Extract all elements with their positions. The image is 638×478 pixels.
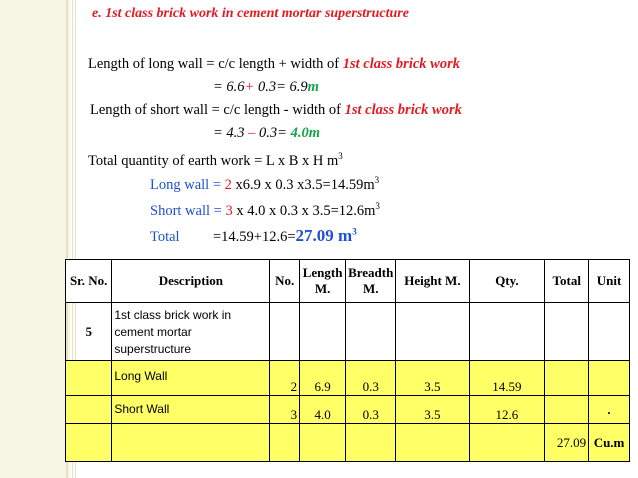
cell-empty	[66, 361, 112, 396]
slide-left-band	[0, 0, 70, 478]
table-row	[66, 303, 630, 361]
cell-total: 27.09	[545, 424, 589, 462]
cell-breadth: 0.3	[346, 396, 396, 424]
long-wall-volume-count: 2	[224, 177, 232, 193]
short-wall-formula	[90, 101, 462, 119]
cell-empty	[396, 424, 469, 462]
long-wall-volume-eq: =	[209, 177, 225, 193]
cell-breadth: 0.3	[346, 361, 396, 396]
cell-empty	[66, 424, 112, 462]
table-row	[66, 396, 630, 424]
long-wall-volume-sup: 3	[374, 175, 380, 186]
short-wall-volume-count: 3	[225, 203, 233, 219]
cell-sr: 5	[66, 303, 112, 361]
cell-no: 3	[270, 396, 300, 424]
cell-empty	[270, 303, 300, 361]
cell-height: 3.5	[396, 361, 469, 396]
total-volume-result	[296, 226, 357, 245]
cell-empty	[66, 396, 112, 424]
long-wall-calc	[213, 78, 319, 96]
minus-sign: –	[248, 125, 256, 141]
header-no: No.	[270, 260, 300, 303]
long-wall-volume-label: Long wall	[150, 177, 210, 193]
long-wall-calc-b: 0.3= 6.9	[254, 79, 308, 95]
cell-empty	[545, 361, 589, 396]
cell-empty	[469, 303, 545, 361]
cell-qty: 14.59	[469, 361, 545, 396]
long-wall-emph: 1st class brick work	[342, 56, 460, 72]
cell-empty	[469, 424, 545, 462]
cell-empty	[396, 303, 469, 361]
cell-empty	[545, 303, 589, 361]
header-unit: Unit	[589, 260, 630, 303]
header-qty: Qty.	[469, 260, 545, 303]
cell-length: 6.9	[300, 361, 346, 396]
total-quantity-formula	[88, 152, 343, 170]
total-volume-rest: =14.59+12.6=	[213, 229, 296, 245]
short-wall-volume-label: Short wall	[150, 203, 211, 219]
short-wall-volume-rest: x 4.0 x 0.3 x 3.5=12.6m	[232, 203, 376, 219]
cell-empty	[589, 361, 630, 396]
slide-title: e. 1st class brick work in cement mortar superstructure	[92, 6, 409, 21]
short-wall-result: 4.0m	[290, 125, 320, 141]
short-wall-formula-text: Length of short wall = c/c length - width of	[90, 102, 345, 118]
cell-empty	[300, 303, 346, 361]
total-quantity-text: Total quantity of earth work = L x B x H m	[88, 153, 339, 169]
table-row	[66, 361, 630, 396]
total-volume-result-text: 27.09 m	[295, 226, 353, 245]
estimate-table	[65, 259, 630, 462]
long-wall-volume-rest: x6.9 x 0.3 x3.5=14.59m	[231, 177, 375, 193]
cell-description: Long Wall	[112, 361, 270, 396]
short-wall-calc-a: = 4.3	[213, 125, 249, 141]
cell-no: 2	[270, 361, 300, 396]
header-sr: Sr. No.	[66, 260, 112, 303]
long-wall-formula	[88, 55, 460, 73]
cell-empty	[270, 424, 300, 462]
header-breadth: Breadth M.	[346, 260, 396, 303]
header-total: Total	[545, 260, 589, 303]
cell-empty	[346, 424, 396, 462]
cell-empty	[300, 424, 346, 462]
cell-description: 1st class brick work in cement mortar superstructure	[112, 303, 270, 361]
short-wall-emph: 1st class brick work	[344, 102, 462, 118]
total-volume	[150, 227, 357, 246]
short-wall-volume-eq: =	[210, 203, 226, 219]
long-wall-calc-a: = 6.6	[213, 79, 245, 95]
short-wall-volume	[150, 202, 380, 220]
header-height: Height M.	[396, 260, 469, 303]
total-volume-sup: 3	[352, 226, 357, 237]
cell-empty	[545, 396, 589, 424]
table-header-row	[66, 260, 630, 303]
short-wall-calc-b: 0.3=	[255, 125, 291, 141]
long-wall-volume	[150, 176, 379, 194]
total-volume-label: Total	[150, 229, 180, 245]
cell-empty	[589, 303, 630, 361]
cell-empty	[346, 303, 396, 361]
cell-unit: .	[589, 396, 630, 424]
short-wall-calc	[213, 124, 320, 142]
short-wall-volume-sup: 3	[375, 201, 380, 212]
cell-qty: 12.6	[469, 396, 545, 424]
cell-height: 3.5	[396, 396, 469, 424]
cell-description: Short Wall	[112, 396, 270, 424]
table-row	[66, 424, 630, 462]
long-wall-unit: m	[307, 79, 319, 95]
header-length: Length M.	[300, 260, 346, 303]
header-description: Description	[112, 260, 270, 303]
cell-empty	[112, 424, 270, 462]
plus-sign: +	[244, 79, 255, 95]
cell-length: 4.0	[300, 396, 346, 424]
long-wall-formula-text: Length of long wall = c/c length + width of	[88, 56, 343, 72]
cell-unit: Cu.m	[589, 424, 630, 462]
total-quantity-sup: 3	[338, 151, 343, 162]
